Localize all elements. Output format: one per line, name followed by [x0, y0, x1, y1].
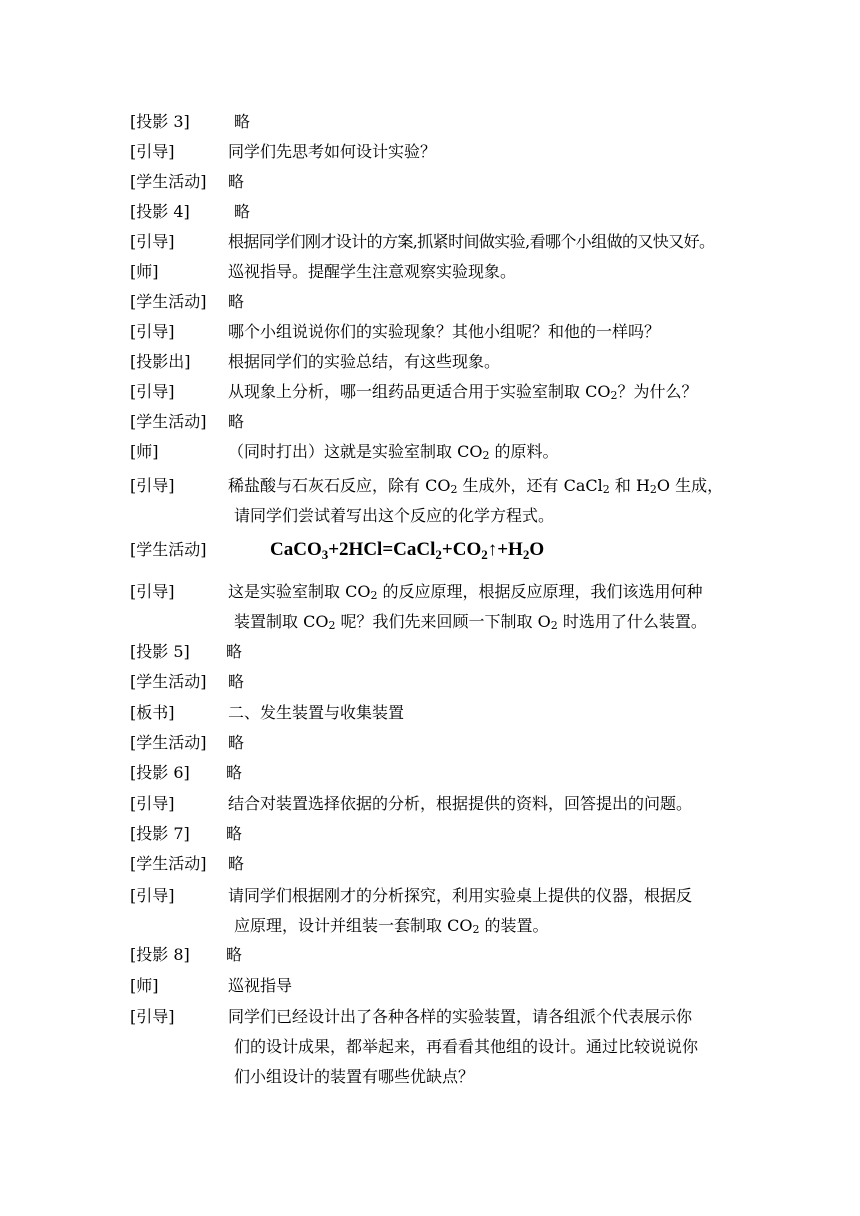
row-text-line2: 应原理，设计并组装一套制取 $CO_2$ 的装置。: [234, 916, 549, 936]
row-text: 略: [226, 945, 243, 964]
row-text: 略: [228, 172, 245, 191]
row-label: [学生活动]: [130, 733, 207, 752]
row-label: [投影 3]: [130, 112, 190, 131]
row-text: 略: [228, 672, 245, 691]
row-text: 根据同学们的实验总结，有这些现象。: [228, 352, 501, 371]
row-text: 略: [228, 292, 245, 311]
row-text: 略: [228, 412, 245, 431]
row-text: 哪个小组说说你们的实验现象？其他小组呢？和他的一样吗？: [228, 322, 661, 341]
row-label: [学生活动]: [130, 540, 207, 559]
dialogue-row: [130, 881, 740, 941]
row-text-line3: 们小组设计的装置有哪些优缺点？: [234, 1067, 475, 1086]
row-text: 略: [234, 202, 251, 221]
row-label: [师]: [130, 976, 159, 995]
row-text: 略: [226, 763, 243, 782]
row-text: 从现象上分析，哪一组药品更适合用于实验室制取 $CO_2$？为什么？: [228, 382, 698, 402]
row-text: 略: [226, 642, 243, 661]
row-text: 二、发生装置与收集装置: [228, 703, 405, 722]
row-label: [引导]: [130, 794, 175, 813]
row-text: 略: [226, 824, 243, 843]
row-label: [投影 4]: [130, 202, 190, 221]
row-text: 略: [228, 733, 245, 752]
row-text: 巡视指导: [228, 976, 293, 995]
row-text-line1: 同学们已经设计出了各种各样的实验装置，请各组派个代表展示你: [228, 1007, 693, 1026]
row-text: 结合对装置选择依据的分析，根据提供的资料，回答提出的问题。: [228, 794, 693, 813]
row-text-line2: 请同学们尝试着写出这个反应的化学方程式。: [234, 506, 555, 525]
row-label: [投影 5]: [130, 642, 190, 661]
row-label: [引导]: [130, 142, 175, 161]
row-label: [板书]: [130, 703, 175, 722]
dialogue-row: [130, 471, 740, 531]
row-text: 巡视指导。提醒学生注意观察实验现象。: [228, 262, 517, 281]
row-label: [学生活动]: [130, 292, 207, 311]
row-label: [引导]: [130, 232, 175, 251]
row-label: [引导]: [130, 886, 175, 905]
row-label: [师]: [130, 442, 159, 461]
row-label: [引导]: [130, 476, 175, 495]
row-label: [投影出]: [130, 352, 191, 371]
row-text: 略: [234, 112, 251, 131]
row-label: [引导]: [130, 382, 175, 401]
row-text-line1: 请同学们根据刚才的分析探究，利用实验桌上提供的仪器，根据反: [228, 886, 693, 905]
row-label: [学生活动]: [130, 172, 207, 191]
row-label: [投影 8]: [130, 945, 190, 964]
dialogue-row: [130, 1002, 740, 1092]
chemical-equation: $CaCO_3+2HCl=CaCl_2+CO_2↑+H_2O$: [270, 539, 545, 562]
row-label: [引导]: [130, 1007, 175, 1026]
row-text: 略: [228, 854, 245, 873]
row-text-line1: 这是实验室制取 $CO_2$ 的反应原理，根据反应原理，我们该选用何种: [228, 582, 703, 602]
row-text: 根据同学们刚才设计的方案,抓紧时间做实验,看哪个小组做的又快又好。: [228, 232, 715, 251]
row-text: （同时打出）这就是实验室制取 $CO_2$ 的原料。: [228, 442, 559, 462]
row-text-line1: 稀盐酸与石灰石反应，除有 $CO_2$ 生成外，还有 CaCl$_2$ 和 $H_2O$ 生成，: [228, 476, 724, 496]
row-text-line2: 装置制取 $CO_2$ 呢？我们先来回顾一下制取 $O_2$ 时选用了什么装置。: [234, 612, 707, 632]
row-text: 同学们先思考如何设计实验？: [228, 142, 437, 161]
row-label: [引导]: [130, 582, 175, 601]
row-label: [投影 7]: [130, 824, 190, 843]
row-text-line2: 们的设计成果，都举起来，再看看其他组的设计。通过比较说说你: [234, 1037, 699, 1056]
row-label: [引导]: [130, 322, 175, 341]
row-label: [学生活动]: [130, 412, 207, 431]
row-label: [投影 6]: [130, 763, 190, 782]
row-label: [师]: [130, 262, 159, 281]
dialogue-row: [130, 577, 740, 637]
row-label: [学生活动]: [130, 672, 207, 691]
row-label: [学生活动]: [130, 854, 207, 873]
